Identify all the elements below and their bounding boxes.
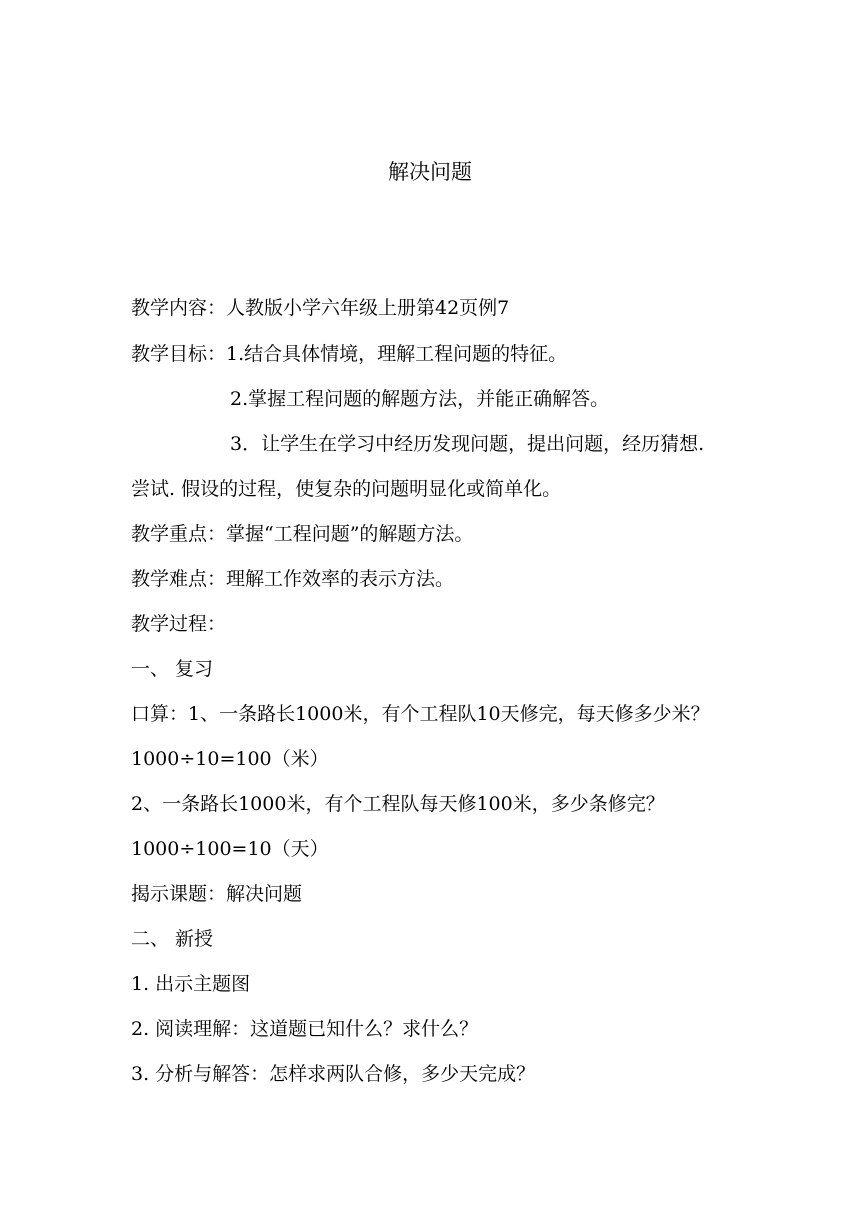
document-title: 解决问题	[388, 160, 472, 184]
section-new-lesson-heading: 二、 新授	[131, 928, 214, 950]
teaching-goal-item-2: 2.掌握工程问题的解题方法，并能正确解答。	[230, 388, 610, 410]
oral-answer-2: 1000÷100=10（天）	[131, 838, 329, 860]
step-2-line: 2. 阅读理解：这道题已知什么？求什么？	[131, 1018, 479, 1040]
oral-answer-1: 1000÷10=100（米）	[131, 748, 329, 770]
step-3-line: 3. 分析与解答：怎样求两队合修，多少天完成？	[131, 1063, 536, 1085]
reveal-topic-line: 揭示课题：解决问题	[131, 883, 303, 905]
oral-question-1: 口算：1、一条路长1000米，有个工程队10天修完，每天修多少米？	[131, 703, 710, 725]
teaching-content-line: 教学内容：人教版小学六年级上册第42页例7	[131, 297, 510, 319]
teaching-focus-line: 教学重点：掌握“工程问题”的解题方法。	[131, 523, 474, 545]
teaching-process-heading: 教学过程：	[131, 613, 227, 635]
teaching-goal-line: 教学目标：1.结合具体情境，理解工程问题的特征。	[131, 343, 568, 365]
section-review-heading: 一、 复习	[131, 658, 214, 680]
teaching-goal-item-3-continuation: 尝试. 假设的过程，使复杂的问题明显化或简单化。	[131, 478, 562, 500]
step-1-line: 1. 出示主题图	[131, 973, 251, 995]
teaching-difficulty-line: 教学难点：理解工作效率的表示方法。	[131, 568, 455, 590]
teaching-goal-item-3: 3．让学生在学习中经历发现问题，提出问题，经历猜想.	[230, 433, 705, 455]
oral-question-2: 2、一条路长1000米，有个工程队每天修100米，多少条修完？	[131, 793, 665, 815]
